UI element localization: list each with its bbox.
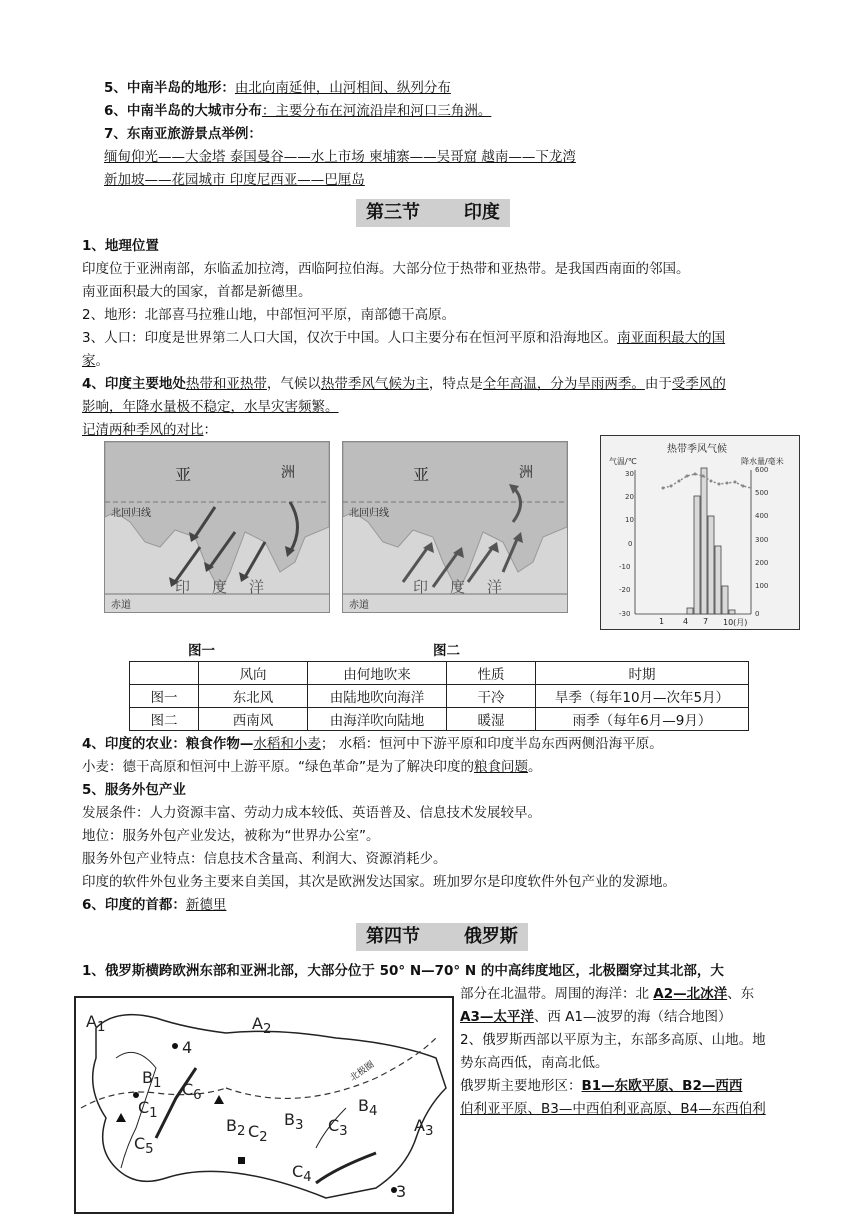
line-5-value: 由北向南延伸，山河相间、纵列分布: [234, 80, 451, 96]
climate-x-4: 4: [683, 617, 689, 626]
climate-chart: [600, 435, 800, 630]
table-row: [130, 685, 749, 708]
s3-agri: [82, 734, 663, 754]
s3-p3-d: 。: [95, 353, 109, 369]
s3-p4-c: ，气候以: [266, 376, 321, 392]
svg-text:30: 30: [625, 470, 634, 478]
map-A1: $A_1$: [86, 1012, 106, 1036]
fig-1-caption: 图一: [188, 643, 215, 659]
s4-p1-a: 部分在北温带。周围的海洋：北: [460, 986, 654, 1002]
s3-p4-a: 4、印度主要地处: [82, 376, 186, 392]
table-cell: 干冷: [447, 685, 536, 708]
s3-p4-note-end: ：: [203, 422, 217, 438]
svg-text:-10: -10: [619, 563, 631, 571]
s3-s5-l1: 发展条件：人力资源丰富、劳动力成本较低、英语普及、信息技术发展较早。: [82, 805, 541, 821]
table-header-row: [130, 662, 749, 685]
fig-2-caption: 图二: [433, 643, 460, 659]
s3-p1-line1: 印度位于亚洲南部，东临孟加拉湾，西临阿拉伯海。大部分位于热带和亚热带。是我国西南面的邻国。: [82, 261, 690, 277]
table-cell: 由陆地吹向海洋: [308, 685, 447, 708]
s4-p1-line2: [460, 984, 754, 1004]
s4-p2-line2: 势东高西低，南高北低。: [460, 1055, 609, 1071]
climate-left-axis: 气温/℃: [609, 457, 637, 466]
s3-p3-a: 3、人口：印度是世界第二人口大国，仅次于中国。人口主要分布在恒河平原和沿海地区。: [82, 330, 618, 346]
table-header-cell: 由何地吹来: [308, 662, 447, 685]
map-A3: $A_3$: [414, 1116, 434, 1140]
map2-tropic: 北回归线: [349, 508, 389, 519]
map-B2: $B_2$: [226, 1116, 246, 1140]
table-cell: 图一: [130, 685, 199, 708]
s3-s5-l3: 服务外包产业特点：信息技术含量高、利润大、资源消耗少。: [82, 851, 447, 867]
svg-text:300: 300: [755, 536, 769, 544]
svg-text:-20: -20: [619, 586, 631, 594]
s4-p1-sep: 、东: [727, 986, 755, 1002]
monsoon-map-1: [104, 441, 330, 613]
s3-s6: [82, 895, 226, 915]
map-C3: $C_3$: [328, 1116, 348, 1140]
s3-p3-c: 家: [82, 353, 96, 369]
s3-agri-a: 4、印度的农业：粮食作物—: [82, 736, 254, 752]
s3-agri-b: 水稻和小麦: [253, 736, 321, 752]
s3-agri-c: ； 水稻：恒河中下游平原和印度半岛东西两侧沿海平原。: [320, 736, 663, 752]
line-6: [104, 101, 491, 121]
s3-wheat-c: 。: [528, 759, 542, 775]
s3-p4-e: ，特点是: [428, 376, 483, 392]
s4-p3-a: 俄罗斯主要地形区：: [460, 1078, 582, 1094]
svg-text:400: 400: [755, 512, 769, 520]
s4-p3-b: B1—东欧平原、B2—西西: [581, 1078, 743, 1094]
spots-line-2: 新加坡——花园城市 印度尼西亚——巴厘岛: [104, 172, 365, 188]
line-5: [104, 78, 451, 98]
map-arctic-circle: 北极圈: [348, 1059, 377, 1084]
map-B3: $B_3$: [284, 1110, 304, 1134]
map-n4: 4: [182, 1038, 193, 1057]
table-header-cell: 性质: [447, 662, 536, 685]
s4-p1-rest: 、西 A1—波罗的海（结合地图）: [533, 1009, 732, 1025]
map2-ocean: 印度洋: [413, 578, 525, 596]
table-cell: 旱季（每年10月—次年5月）: [536, 685, 749, 708]
s4-p1-line1: 1、俄罗斯横跨欧洲东部和亚洲北部，大部分位于 50° N—70° N 的中高纬度地区，北极圈穿过其北部，大: [82, 963, 724, 979]
s3-s5-l4: 印度的软件外包业务主要来自美国，其次是欧洲发达国家。班加罗尔是印度软件外包产业的发源地。: [82, 874, 676, 890]
table-cell: 西南风: [199, 708, 308, 731]
map-B4: $B_4$: [358, 1096, 378, 1120]
s3-p3-line2: [82, 351, 109, 371]
section-4-title: 第四节 俄罗斯: [356, 923, 528, 951]
s3-s6-b: 新德里: [185, 897, 227, 913]
climate-x-1: 1: [659, 617, 665, 626]
svg-text:-30: -30: [619, 610, 631, 618]
s3-p4-f: 全年高温，分为旱雨两季。: [482, 376, 645, 392]
map-n3: 3: [396, 1182, 407, 1201]
s3-p4-d: 热带季风气候为主: [320, 376, 429, 392]
svg-text:200: 200: [755, 559, 769, 567]
s4-p1-line3: [460, 1007, 731, 1027]
svg-text:0: 0: [755, 610, 760, 618]
s3-s5-head: 5、服务外包产业: [82, 782, 186, 798]
map1-asia-1: 亚: [175, 465, 192, 484]
s3-p4-h: 受季风的: [671, 376, 726, 392]
map-C2: $C_2$: [248, 1122, 268, 1146]
russia-map: [74, 996, 454, 1214]
table-cell: 雨季（每年6月—9月）: [536, 708, 749, 731]
s3-p1-head: 1、地理位置: [82, 238, 159, 254]
s3-p2: 2、地形：北部喜马拉雅山地，中部恒河平原，南部德干高原。: [82, 307, 456, 323]
climate-x-10: 10(月): [723, 618, 748, 627]
s3-p4-line1: [82, 374, 726, 394]
climate-x-7: 7: [703, 617, 709, 626]
svg-text:20: 20: [625, 493, 634, 501]
map2-asia-1: 亚: [413, 465, 430, 484]
map-A2: $A_2$: [252, 1014, 272, 1038]
svg-text:100: 100: [755, 582, 769, 590]
table-cell: 暖湿: [447, 708, 536, 731]
s3-p4-g: 由于: [644, 376, 672, 392]
map2-asia-2: 洲: [519, 465, 533, 481]
map1-asia-2: 洲: [281, 465, 295, 481]
table-header-cell: [130, 662, 199, 685]
map1-tropic: 北回归线: [111, 508, 151, 519]
svg-text:500: 500: [755, 489, 769, 497]
s3-p4-b: 热带和亚热带: [185, 376, 267, 392]
map-C4: $C_4$: [292, 1162, 312, 1186]
s3-p4-note-text: 记清两种季风的对比: [82, 422, 204, 438]
line-6-label: 6、中南半岛的大城市分布: [104, 103, 262, 119]
table-cell: 由海洋吹向陆地: [308, 708, 447, 731]
line-7: 7、东南亚旅游景点举例：: [104, 126, 262, 142]
s3-s5-l2: 地位：服务外包产业发达，被称为“世界办公室”。: [82, 828, 380, 844]
climate-chart-graphic: [601, 436, 799, 629]
map1-equator: 赤道: [111, 600, 131, 611]
map-C1: $C_1$: [138, 1098, 158, 1122]
climate-chart-title: 热带季风气候: [667, 444, 727, 455]
s3-p4-line2: 影响，年降水量极不稳定，水旱灾害频繁。: [82, 399, 339, 415]
climate-right-axis: 降水量/毫米: [741, 457, 784, 466]
map-C6: $C_6$: [182, 1080, 202, 1104]
s3-wheat-a: 小麦：德干高原和恒河中上游平原。“绿色革命”是为了解决印度的: [82, 759, 474, 775]
monsoon-map-2: [342, 441, 568, 613]
s3-p1-line2: 南亚面积最大的国家，首都是新德里。: [82, 284, 312, 300]
svg-text:10: 10: [625, 516, 634, 524]
s3-wheat-b: 粮食问题: [474, 759, 528, 775]
line-5-label: 5、中南半岛的地形：: [104, 80, 235, 96]
svg-text:0: 0: [628, 540, 633, 548]
svg-text:600: 600: [755, 466, 769, 474]
map-C5: $C_5$: [134, 1134, 154, 1158]
s4-p3-line2: 伯利亚平原、B3—中西伯利亚高原、B4—东西伯利: [460, 1101, 766, 1117]
s4-p3-line1: [460, 1076, 742, 1096]
monsoon-table: [129, 661, 749, 731]
map2-equator: 赤道: [349, 600, 369, 611]
s4-p2-line1: 2、俄罗斯西部以平原为主，东部多高原、山地。地: [460, 1032, 766, 1048]
s3-p3-b: 南亚面积最大的国: [617, 330, 726, 346]
line-6-value: ：主要分布在河流沿岸和河口三角洲。: [261, 103, 492, 119]
table-header-cell: 风向: [199, 662, 308, 685]
s4-p1-a2: A2—北冰洋: [653, 986, 728, 1002]
table-header-cell: 时期: [536, 662, 749, 685]
map-B1: $B_1$: [142, 1068, 162, 1092]
spots-line-1: 缅甸仰光——大金塔 泰国曼谷——水上市场 柬埔寨——吴哥窟 越南——下龙湾: [104, 149, 576, 165]
s4-p1-a3: A3—太平洋: [460, 1009, 534, 1025]
section-3-title: 第三节 印度: [356, 199, 510, 227]
table-row: [130, 708, 749, 731]
s3-p3-line1: [82, 328, 725, 348]
table-cell: 图二: [130, 708, 199, 731]
s3-wheat: [82, 757, 542, 777]
s3-s6-a: 6、印度的首都：: [82, 897, 186, 913]
map1-ocean: 印度洋: [175, 578, 287, 596]
s3-p4-note: [82, 420, 217, 440]
table-cell: 东北风: [199, 685, 308, 708]
